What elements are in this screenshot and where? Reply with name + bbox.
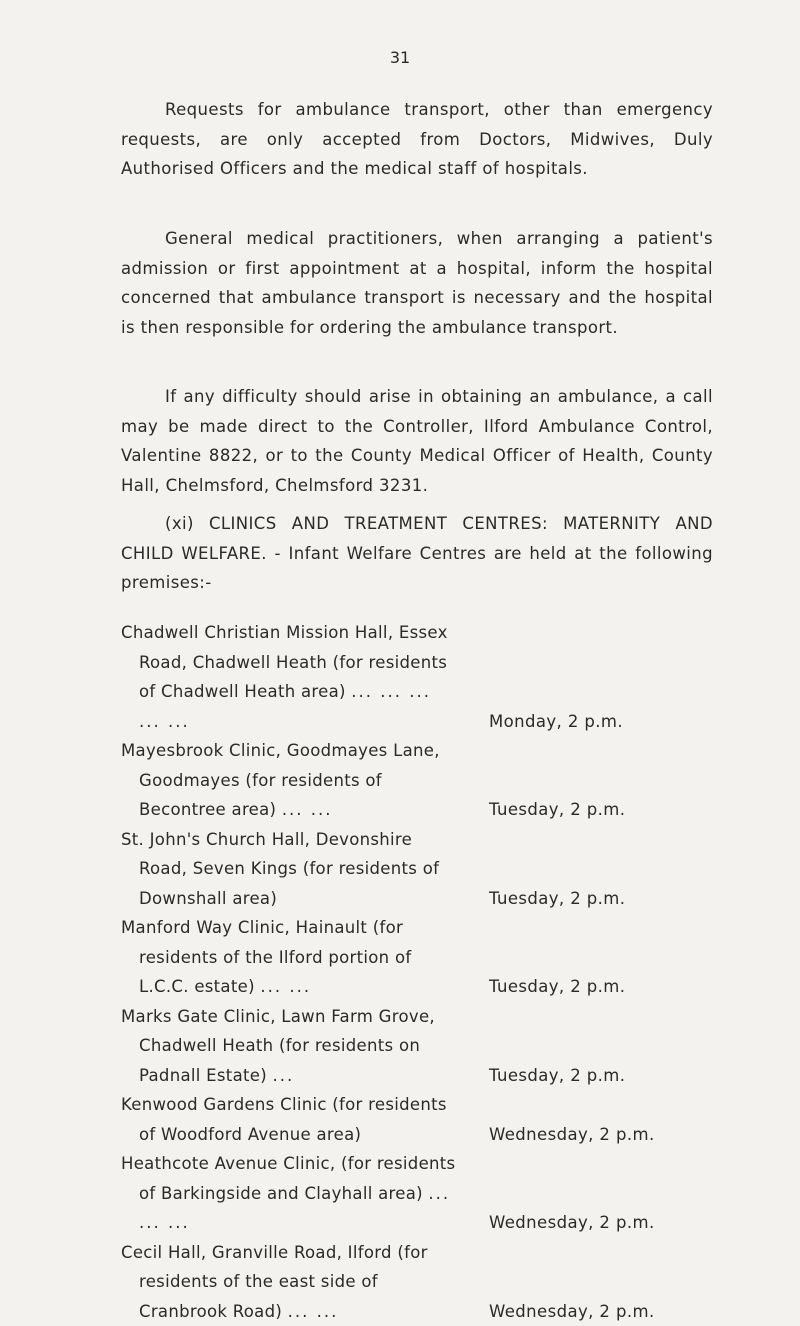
venue-name: Kenwood Gardens Clinic (for residents of Woodford Avenue area): [121, 1090, 459, 1149]
venue-time: Tuesday, 2 p.m.: [459, 972, 625, 1002]
venue-time: Wednesday, 2 p.m.: [459, 1120, 655, 1150]
venue-name: St. John's Church Hall, Devonshire Road, Seven Kings (for residents of Downshall area): [121, 825, 459, 914]
venue-list: [121, 618, 721, 1326]
venue-time: Wednesday, 2 p.m.: [459, 1297, 655, 1326]
list-item: [121, 1090, 721, 1149]
venue-name: Manford Way Clinic, Hainault (for residents of the Ilford portion of L.C.C. estate) ... ...: [121, 913, 459, 1002]
paragraph-text: If any difficulty should arise in obtaining an ambulance, a call may be made direct to the Controller, Ilford Ambulance Control, Valentine 8822, or to the County Medical Officer of Health, County Hall, Chelmsford, Chelmsford 3231.: [121, 387, 713, 495]
venue-name: Heathcote Avenue Clinic, (for residents of Barkingside and Clayhall area) ... ... ...: [121, 1149, 459, 1238]
venue-time: Wednesday, 2 p.m.: [459, 1208, 655, 1238]
paragraph-clinics-heading: [121, 509, 713, 598]
paragraph-text: Requests for ambulance transport, other than emergency requests, are only accepted from Doctors, Midwives, Duly Authorised Officers and the medical staff of hospitals.: [121, 100, 713, 178]
list-item: [121, 825, 721, 914]
list-item: [121, 1238, 721, 1326]
paragraph-text: General medical practitioners, when arranging a patient's admission or first appointment at a hospital, inform the hospital concerned that ambulance transport is necessary and the hospital is then responsible for ordering the ambulance transport.: [121, 229, 713, 337]
venue-time: Tuesday, 2 p.m.: [459, 1061, 625, 1091]
venue-name: Marks Gate Clinic, Lawn Farm Grove, Chadwell Heath (for residents on Padnall Estate) ...: [121, 1002, 459, 1091]
venue-name: Chadwell Christian Mission Hall, Essex Road, Chadwell Heath (for residents of Chadwell Heath area) ... ... ... ... ...: [121, 618, 459, 736]
page-number: 31: [0, 48, 800, 67]
venue-name: Mayesbrook Clinic, Goodmayes Lane, Goodmayes (for residents of Becontree area) ... ...: [121, 736, 459, 825]
list-item: [121, 1002, 721, 1091]
list-item: [121, 913, 721, 1002]
paragraph-general-practitioners: [121, 224, 713, 342]
list-item: [121, 618, 721, 736]
paragraph-difficulty-contact: [121, 382, 713, 500]
paragraph-text: (xi) CLINICS AND TREATMENT CENTRES: MATERNITY AND CHILD WELFARE. - Infant Welfare Centres are held at the following premises:-: [121, 514, 713, 592]
venue-time: Monday, 2 p.m.: [459, 707, 623, 737]
paragraph-ambulance-requests: [121, 95, 713, 184]
venue-time: Tuesday, 2 p.m.: [459, 795, 625, 825]
list-item: [121, 736, 721, 825]
venue-name: Cecil Hall, Granville Road, Ilford (for residents of the east side of Cranbrook Road) ... ...: [121, 1238, 459, 1326]
venue-time: Tuesday, 2 p.m.: [459, 884, 625, 914]
list-item: [121, 1149, 721, 1238]
